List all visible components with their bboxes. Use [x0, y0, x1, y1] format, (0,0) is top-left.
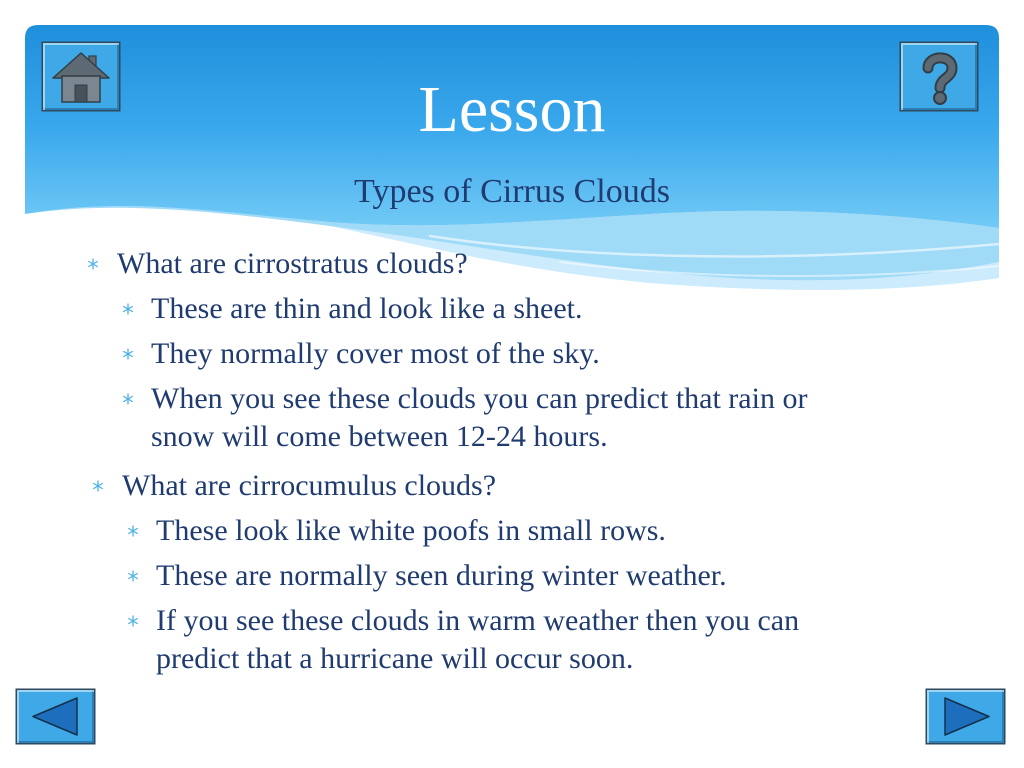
- asterisk-bullet-icon: [127, 570, 139, 582]
- list-item: [0, 290, 1000, 328]
- list-item: [0, 380, 1000, 456]
- point-text: predict that a hurricane will occur soon.: [156, 642, 634, 675]
- list-item: [5, 602, 1000, 678]
- left-arrow-icon: [17, 690, 94, 743]
- bullet-section: [5, 467, 1000, 678]
- asterisk-bullet-icon: [122, 303, 134, 315]
- right-arrow-icon: [927, 690, 1004, 743]
- point-text: They normally cover most of the sky.: [151, 337, 600, 370]
- question-text: What are cirrocumulus clouds?: [122, 469, 497, 502]
- asterisk-bullet-icon: [127, 525, 139, 537]
- question-text: What are cirrostratus clouds?: [117, 247, 468, 280]
- asterisk-bullet-icon: [92, 480, 104, 492]
- slide-title: Lesson: [418, 73, 606, 146]
- asterisk-bullet-icon: [87, 258, 99, 270]
- back-button[interactable]: [17, 690, 94, 743]
- asterisk-bullet-icon: [122, 393, 134, 405]
- list-item: [0, 245, 1000, 283]
- point-text: These are thin and look like a sheet.: [151, 292, 583, 325]
- slide-subtitle: Types of Cirrus Clouds: [354, 173, 670, 210]
- point-text: snow will come between 12-24 hours.: [151, 420, 608, 453]
- point-text: If you see these clouds in warm weather then you can: [156, 604, 800, 637]
- forward-button[interactable]: [927, 690, 1004, 743]
- asterisk-bullet-icon: [122, 348, 134, 360]
- point-text: When you see these clouds you can predict that rain or: [151, 382, 808, 415]
- asterisk-bullet-icon: [127, 615, 139, 627]
- point-text: These look like white poofs in small rows.: [156, 514, 666, 547]
- point-text: These are normally seen during winter weather.: [156, 559, 727, 592]
- list-item: [0, 335, 1000, 373]
- list-item: [5, 557, 1000, 595]
- bullet-list: [0, 245, 1000, 678]
- bullet-section: [0, 245, 1000, 456]
- list-item: [5, 467, 1000, 505]
- list-item: [5, 512, 1000, 550]
